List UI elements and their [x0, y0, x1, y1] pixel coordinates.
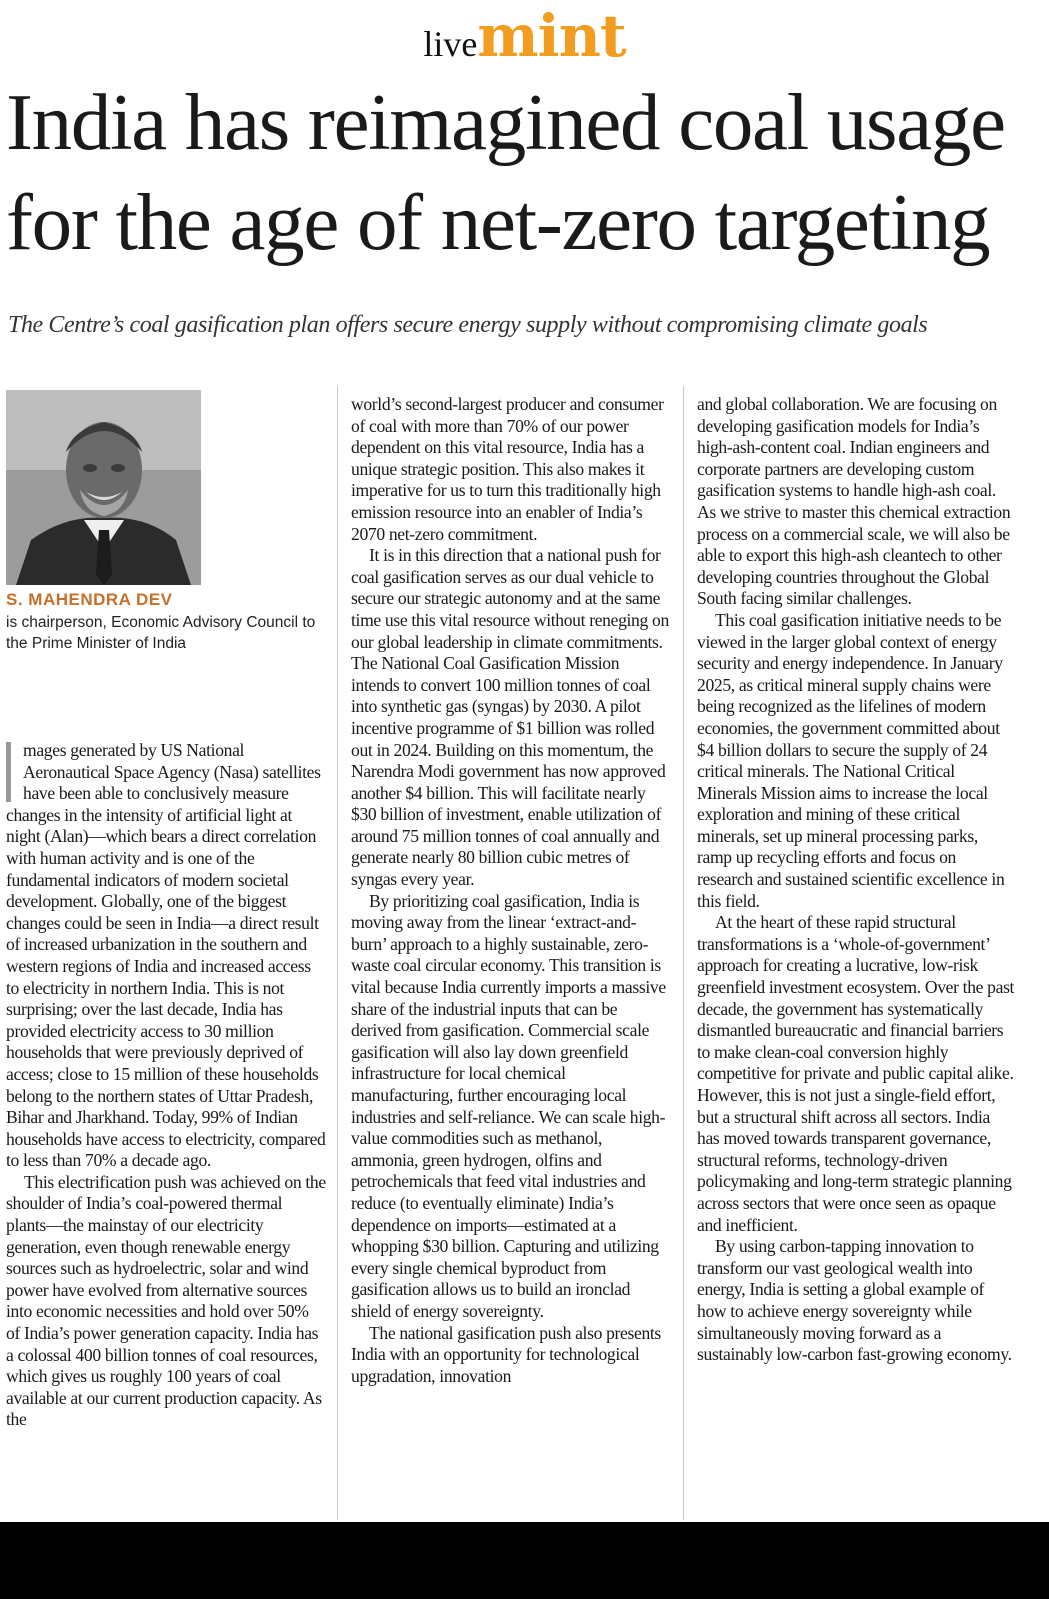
paragraph: and global collaboration. We are focusing on developing gasification models for India’s high-ash-content coal. Indian engineers and corporate partners are developing custom gasification systems to handle high-ash coal. As we strive to master this chemical extraction process on a commercial scale, we will also be able to export this high-ash cleantech to other developing countries throughout the Global South facing similar challenges. [697, 394, 1011, 609]
article-column-3 [697, 394, 1015, 1366]
paragraph: The national gasification push also presents India with an opportunity for technological upgradation, innovation [351, 1322, 661, 1386]
standfirst: The Centre’s coal gasification plan offers secure energy supply without compromising climate goals [8, 312, 928, 338]
paragraph: This coal gasification initiative needs to be viewed in the larger global context of energy security and energy independence. In January 2025, as critical mineral supply chains were being recognized as the lifelines of modern economies, the government committed about $4 billion dollars to secure the supply of 24 critical minerals. The National Critical Minerals Mission aims to increase the local exploration and mining of these critical minerals, set up mineral processing parks, ramp up recycling efforts and focus on research and sustained scientific excellence in this field. [697, 609, 1005, 911]
drop-cap-i [6, 742, 11, 802]
paragraph: By using carbon-tapping innovation to transform our vast geological wealth into energy, India is setting a global example of how to achieve energy sovereignty while simultaneously moving forward as a sustainably low-carbon fast-growing economy. [697, 1236, 1012, 1365]
headline-line-2: for the age of net-zero targeting [6, 177, 990, 267]
paragraph: mages generated by US National Aeronautical Space Agency (Nasa) satellites have been able to conclusively measure changes in the intensity of artificial light at night (Alan)—which bears a direct correlation with human activity and is one of the fundamental indicators of modern societal development. Globally, one of the biggest changes could be seen in India—a direct result of increased urbanization in the southern and western regions of India and increased access to electricity in northern India. This is not surprising; over the last decade, India has provided electricity access to 30 million households that were previously deprived of access; close to 15 million of these households belong to the northern states of Uttar Pradesh, Bihar and Jharkhand. Today, 99% of Indian households have access to electricity, compared to less than 70% a decade ago. [6, 740, 326, 1171]
paragraph: At the heart of these rapid structural transformations is a ‘whole-of-government’ approach for creating a lucrative, low-risk greenfield investment ecosystem. Over the past decade, the government has systematically dismantled bureaucratic and financial barriers to make clean-coal conversion highly competitive for private and public capital alike. However, this is not just a single-field effort, but a structural shift across all sectors. India has moved towards transparent governance, structural reforms, technology-driven policymaking and long-term strategic planning across sectors that were once seen as opaque and inefficient. [697, 912, 1015, 1235]
article-column-2 [351, 394, 671, 1387]
author-photo [6, 390, 201, 585]
author-portrait-illustration [6, 390, 201, 585]
paragraph: It is in this direction that a national push for coal gasification serves as our dual vehicle to secure our strategic autonomy and at the same time use this vital resource without reneging on our global leadership in climate commitments. The National Coal Gasification Mission intends to convert 100 million tonnes of coal into synthetic gas (syngas) by 2030. A pilot incentive programme of $1 billion was rolled out in 2024. Building on this momentum, the Narendra Modi government has now approved another $4 billion. This will facilitate nearly $30 billion of investment, enable utilization of around 75 million tonnes of coal annually and generate nearly 80 billion cubic metres of syngas every year. [351, 545, 669, 890]
paragraph: By prioritizing coal gasification, India is moving away from the linear ‘extract-and-burn’ approach to a highly sustainable, zero-waste coal circular economy. This transition is vital because India currently imports a massive share of the industrial inputs that can be derived from gasification. Commercial scale gasification will also lay down greenfield infrastructure for local chemical manufacturing, further encouraging local industries and self-reliance. We can scale high-value commodities such as methanol, ammonia, green hydrogen, olfins and petrochemicals that feed vital industries and reduce (to eventually eliminate) India’s dependence on imports—estimated at a whopping $30 billion. Capturing and utilizing every single chemical byproduct from gasification allows us to build an ironclad shield of energy sovereignty. [351, 890, 666, 1321]
masthead-logo [0, 2, 1049, 70]
author-description: is chairperson, Economic Advisory Council to the Prime Minister of India [6, 614, 316, 652]
article-column-1 [6, 740, 326, 1431]
headline-line-1: India has reimagined coal usage [6, 77, 1005, 167]
column-divider [337, 386, 338, 1520]
paragraph: world’s second-largest producer and consumer of coal with more than 70% of our power dependent on this vital resource, India has a unique strategic position. This also makes it imperative for us to turn this traditionally high emission resource into an enabler of India’s 2070 net-zero commitment. [351, 394, 664, 544]
headline [6, 72, 1046, 272]
column-divider [683, 386, 684, 1520]
author-name: S. MAHENDRA DEV [6, 590, 173, 609]
paragraph: This electrification push was achieved on the shoulder of India’s coal-powered thermal plants—the mainstay of our electricity generation, even though renewable energy sources such as hydroelectric, solar and wind power have evolved from alternative sources into economic necessities and hold over 50% of India’s power generation capacity. India has a colossal 400 billion tonnes of coal resources, which gives us roughly 100 years of coal available at our current production capacity. As the [6, 1171, 326, 1430]
masthead-live: live [423, 24, 478, 64]
masthead-mint: mint [477, 2, 626, 70]
bottom-black-band [0, 1522, 1049, 1599]
